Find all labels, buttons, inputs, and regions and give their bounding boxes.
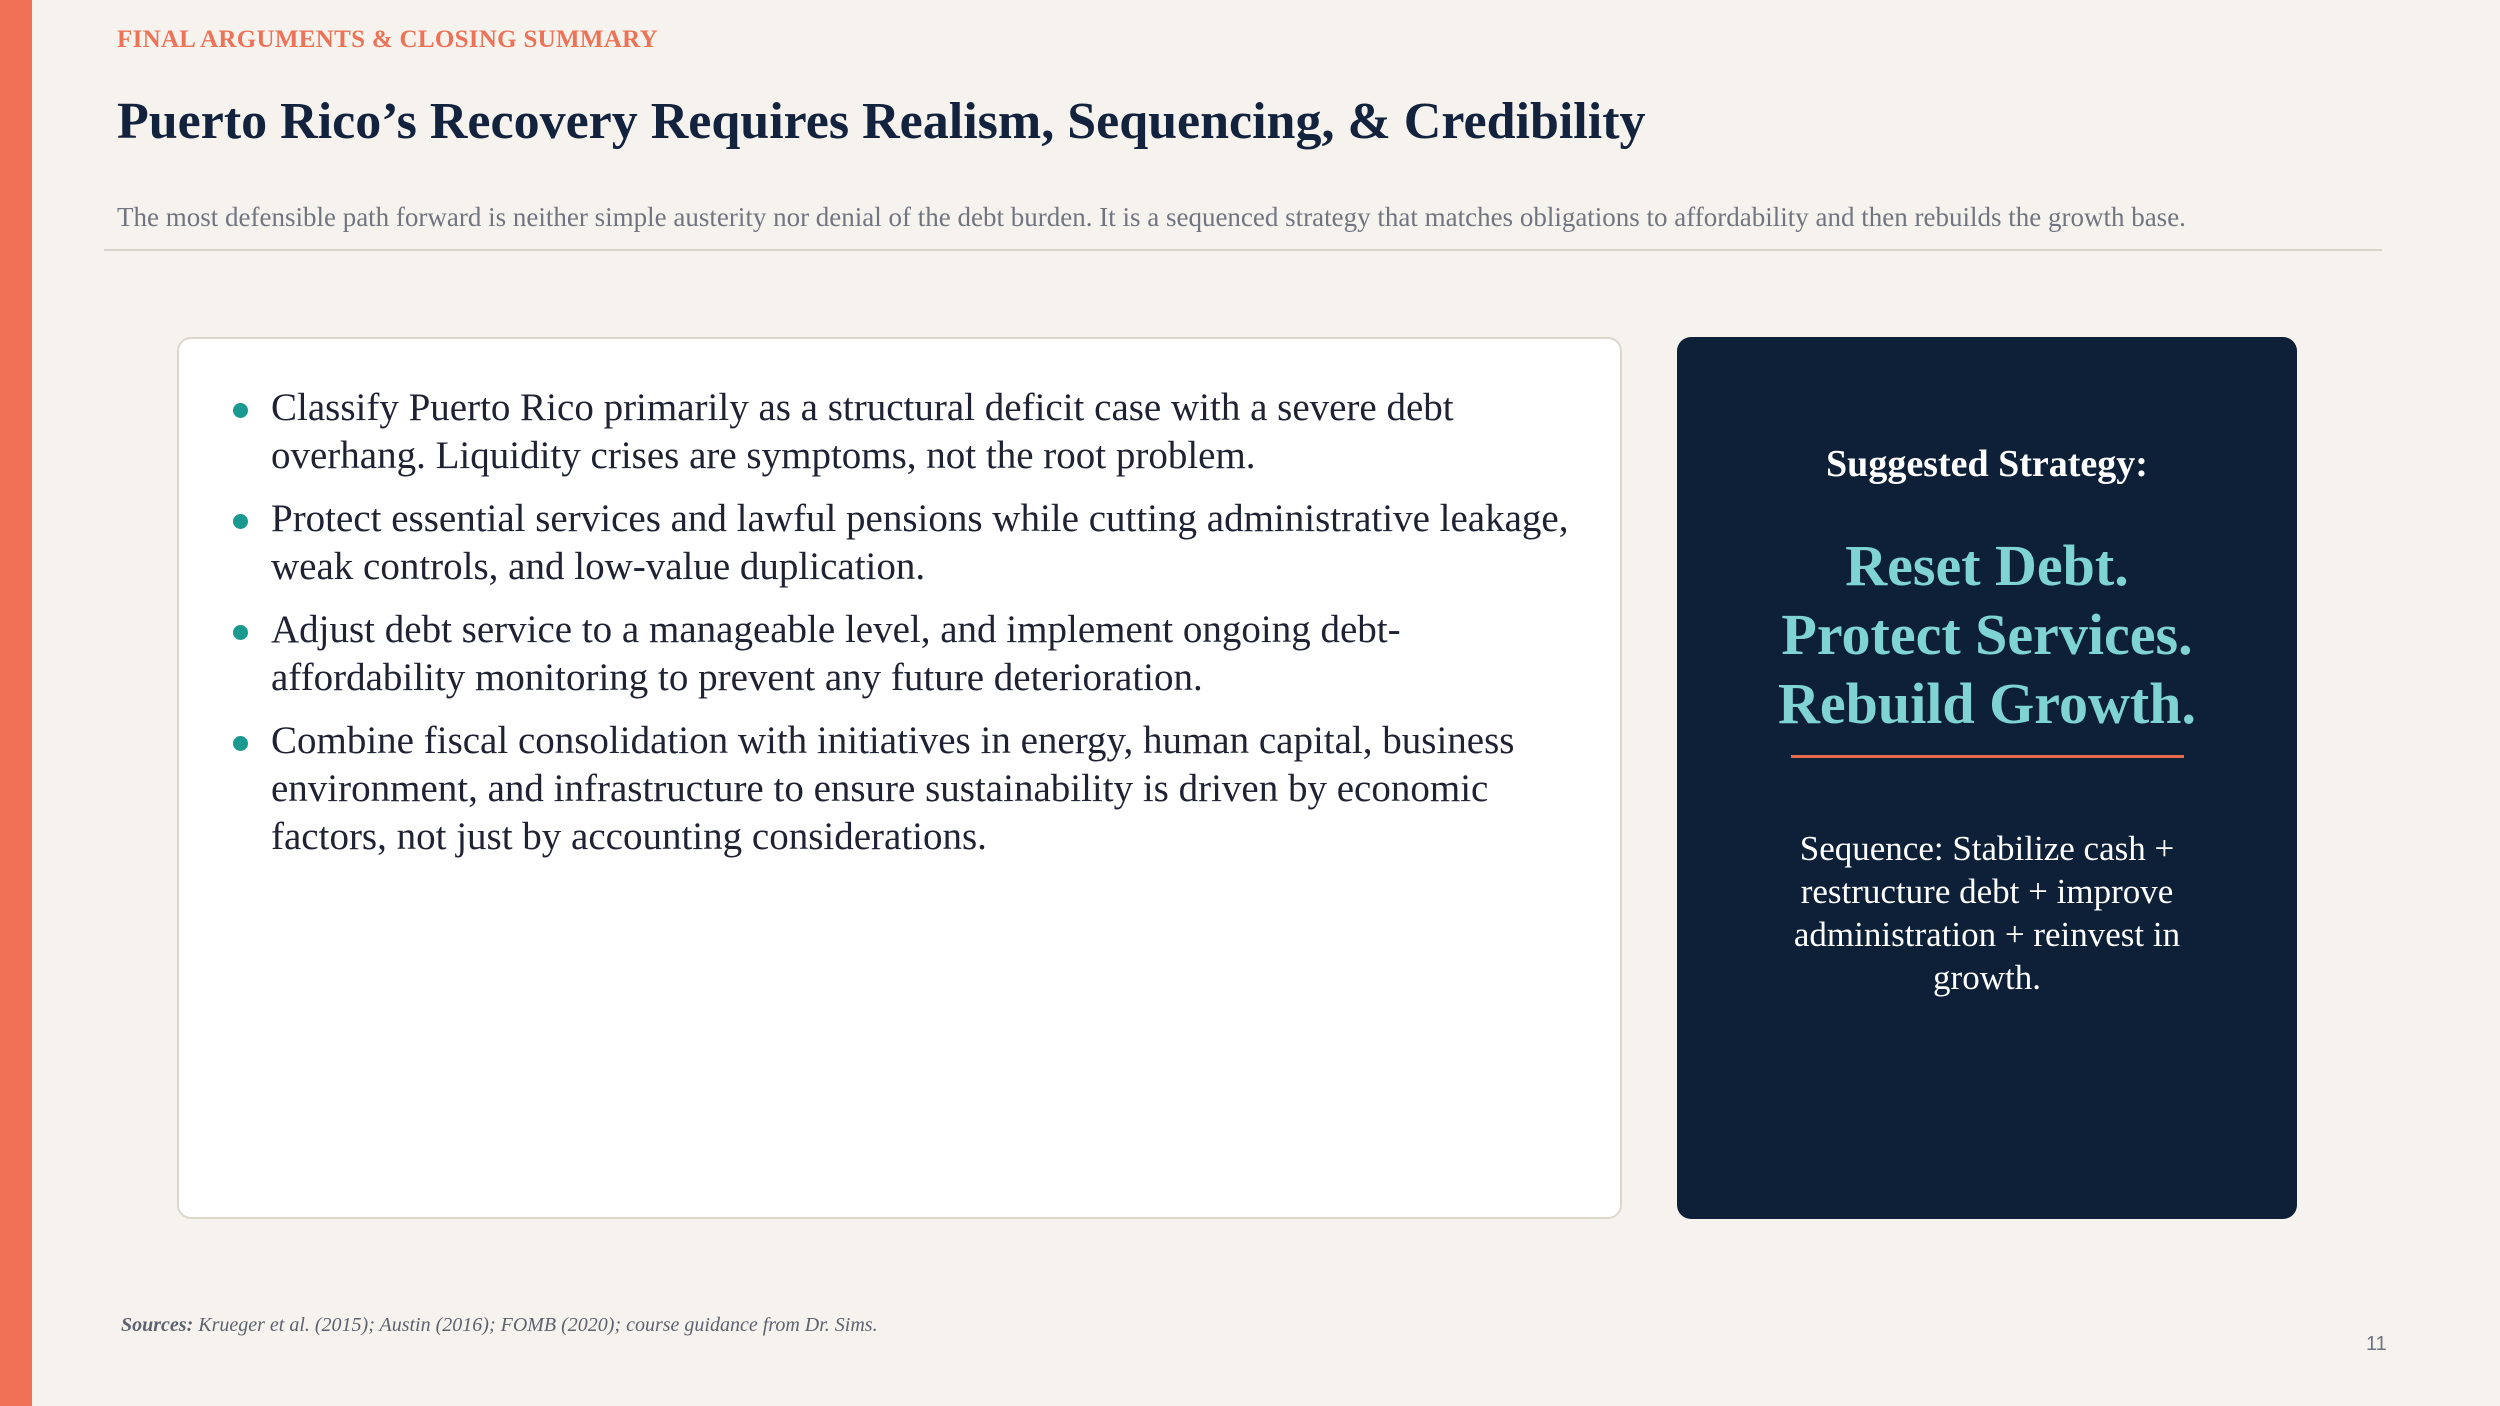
- strategy-headline: [1677, 531, 2297, 738]
- bullet-dot-icon: [233, 625, 248, 640]
- strategy-divider: [1791, 755, 2184, 758]
- slide-title: Puerto Rico’s Recovery Requires Realism, Sequencing, & Credibility: [117, 93, 1646, 150]
- header-divider: [104, 249, 2382, 251]
- bullet-dot-icon: [233, 514, 248, 529]
- key-point: [231, 717, 1571, 861]
- key-point-text: Protect essential services and lawful pensions while cutting administrative leakage, weak controls, and low-value duplication.: [271, 497, 1569, 588]
- slide-subtitle: The most defensible path forward is neither simple austerity nor denial of the debt burden. It is a sequenced strategy that matches obligations to affordability and then rebuilds the growth base.: [117, 202, 2186, 232]
- key-points-card: [177, 337, 1622, 1219]
- key-point-text: Adjust debt service to a manageable level, and implement ongoing debt-affordability monitoring to prevent any future deterioration.: [271, 608, 1401, 699]
- strategy-panel: [1677, 337, 2297, 1219]
- page-number: 11: [2366, 1333, 2387, 1355]
- strategy-headline-line: Protect Services.: [1781, 602, 2193, 667]
- sources-label: Sources:: [121, 1314, 194, 1336]
- key-point-text: Classify Puerto Rico primarily as a structural deficit case with a severe debt overhang. Liquidity crises are symptoms, not the root problem.: [271, 386, 1454, 477]
- section-eyebrow: FINAL ARGUMENTS & CLOSING SUMMARY: [117, 26, 659, 53]
- key-point-text: Combine fiscal consolidation with initiatives in energy, human capital, business environment, and infrastructure to ensure sustainability is driven by economic factors, not just by accounting considerations.: [271, 719, 1515, 858]
- bullet-dot-icon: [233, 736, 248, 751]
- strategy-headline-line: Reset Debt.: [1845, 533, 2129, 598]
- sources-note: [121, 1314, 878, 1337]
- strategy-sequence: Sequence: Stabilize cash + restructure debt + improve administration + reinvest in growth.: [1793, 829, 2181, 997]
- strategy-headline-line: Rebuild Growth.: [1778, 671, 2196, 736]
- bullet-dot-icon: [233, 403, 248, 418]
- key-point: [231, 384, 1571, 480]
- key-points-list: [231, 384, 1571, 876]
- key-point: [231, 495, 1571, 591]
- strategy-label: Suggested Strategy:: [1826, 443, 2148, 485]
- sources-text: Krueger et al. (2015); Austin (2016); FOMB (2020); course guidance from Dr. Sims.: [193, 1314, 878, 1336]
- key-point: [231, 606, 1571, 702]
- accent-bar: [0, 0, 32, 1406]
